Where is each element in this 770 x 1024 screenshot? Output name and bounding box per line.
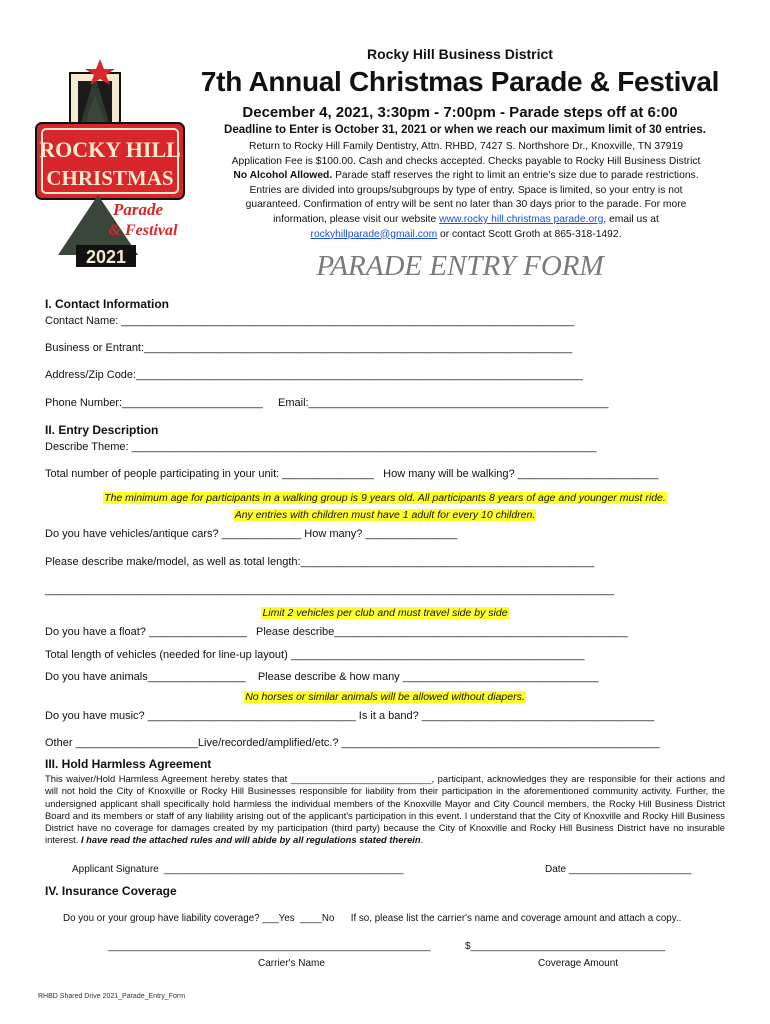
info-text: Parade staff reserves the right to limit an entrie's size due to parade restrictions. xyxy=(332,170,699,182)
form-title: PARADE ENTRY FORM xyxy=(316,250,604,282)
waiver-acknowledgement: I have read the attached rules and will abide by all regulations stated therein xyxy=(80,834,421,846)
total-length-field[interactable]: Total length of vehicles (needed for line-up layout) ________________________________________________ xyxy=(45,649,585,661)
event-dates: December 4, 2021, 3:30pm - 7:00pm - Parade steps off at 6:00 xyxy=(242,104,678,121)
make-model-continued-field[interactable]: _____________________________________________________________________________________________ xyxy=(45,584,614,596)
carrier-name-label: Carrier's Name xyxy=(258,958,325,969)
info-line xyxy=(196,228,736,243)
email-link[interactable]: rockyhillparade@gmail.com xyxy=(310,228,438,240)
info-text: , email us at xyxy=(603,213,659,225)
info-text: or contact Scott Groth at 865-318-1492. xyxy=(437,228,622,240)
signature-date-field[interactable]: Date ______________________ xyxy=(545,864,692,875)
make-model-field[interactable]: Please describe make/model, as well as total length:________________________________________________ xyxy=(45,556,595,568)
event-info xyxy=(196,140,736,242)
vehicle-limit-note xyxy=(45,603,725,621)
organization-name: Rocky Hill Business District xyxy=(367,46,553,62)
info-line xyxy=(196,169,736,184)
animals-note-text: No horses or similar animals will be allowed without diapers. xyxy=(245,691,525,703)
waiver-end: . xyxy=(420,834,424,846)
footer-filename: RHBD Shared Drive 2021_Parade_Entry_Form xyxy=(38,993,186,1000)
business-field[interactable]: Business or Entrant:______________________________________________________________________ xyxy=(45,342,573,354)
info-line: Entries are divided into groups/subgroups by type of entry. Space is limited, so your entry is not xyxy=(249,184,683,196)
logo-text-rocky-hill: ROCKY HILL xyxy=(39,137,181,162)
participants-field[interactable]: Total number of people participating in your unit: _______________ How many will be walking? _______________________ xyxy=(45,468,659,480)
page-title: 7th Annual Christmas Parade & Festival xyxy=(200,66,720,97)
rocky-hill-christmas-logo xyxy=(28,55,198,270)
logo-text-christmas: CHRISTMAS xyxy=(46,166,174,190)
waiver-text xyxy=(45,773,725,847)
insurance-question[interactable]: Do you or your group have liability coverage? ___Yes ____No If so, please list the carrier's name and coverage amount and attach a copy.. xyxy=(63,913,682,924)
age-note xyxy=(45,488,725,506)
no-alcohol-notice: No Alcohol Allowed. xyxy=(233,170,333,182)
theme-field[interactable]: Describe Theme: ____________________________________________________________________________ xyxy=(45,441,597,453)
age-note-2 xyxy=(45,505,725,523)
logo-text-festival: & Festival xyxy=(108,222,178,239)
info-line: guaranteed. Confirmation of entry will be sent no later than 30 days prior to the parade. For more xyxy=(245,199,687,211)
age-note-line: The minimum age for participants in a walking group is 9 years old. All participants 8 years of age and younger must ride. xyxy=(104,492,666,504)
music-field[interactable]: Do you have music? __________________________________ Is it a band? ______________________________________ xyxy=(45,710,655,722)
adult-ratio-note: Any entries with children must have 1 adult for every 10 children. xyxy=(234,509,536,521)
vehicle-limit-text: Limit 2 vehicles per club and must travel side by side xyxy=(262,607,508,619)
carrier-name-field[interactable]: __________________________________________________________ xyxy=(108,941,431,952)
logo-text-parade: Parade xyxy=(112,200,164,219)
float-field[interactable]: Do you have a float? ________________ Please describe________________________________________________ xyxy=(45,626,628,638)
coverage-amount-label: Coverage Amount xyxy=(538,958,619,969)
animals-note xyxy=(45,687,725,705)
logo-text-year: 2021 xyxy=(85,247,127,267)
other-field[interactable]: Other ____________________Live/recorded/amplified/etc.? ____________________________________________________ xyxy=(45,737,660,749)
applicant-signature-field[interactable]: Applicant Signature ___________________________________________ xyxy=(72,864,404,875)
address-field[interactable]: Address/Zip Code:_________________________________________________________________________ xyxy=(45,369,583,381)
section-waiver-heading: III. Hold Harmless Agreement xyxy=(45,757,212,771)
info-line: Return to Rocky Hill Family Dentistry, Attn. RHBD, 7427 S. Northshore Dr., Knoxville, TN 37919 xyxy=(249,141,683,152)
animals-field[interactable]: Do you have animals________________ Please describe & how many ________________________________ xyxy=(45,671,599,683)
contact-name-field[interactable]: Contact Name: __________________________________________________________________________ xyxy=(45,315,575,327)
info-line xyxy=(196,213,736,228)
website-link[interactable]: www.rocky hill christmas parade.org xyxy=(439,213,604,225)
info-line: Application Fee is $100.00. Cash and checks accepted. Checks payable to Rocky Hill Business District xyxy=(231,155,701,167)
section-contact-heading: I. Contact Information xyxy=(45,297,169,311)
info-text: information, please visit our website xyxy=(273,213,440,225)
deadline-notice: Deadline to Enter is October 31, 2021 or when we reach our maximum limit of 30 entries. xyxy=(224,124,706,136)
phone-email-field[interactable]: Phone Number:_______________________ Email:_________________________________________________ xyxy=(45,397,609,409)
coverage-amount-field[interactable]: $___________________________________ xyxy=(465,941,666,952)
section-entry-heading: II. Entry Description xyxy=(45,423,159,437)
vehicles-field[interactable]: Do you have vehicles/antique cars? _____________ How many? _______________ xyxy=(45,528,458,540)
waiver-body: This waiver/Hold Harmless Agreement hereby states that ___________________________, participant, acknowledges they are responsible for their actions and will not hold the City of Knoxville or Rocky Hill Businesses responsible for liability from their participation in the aforementioned community activity. Further, the undersigned applicant shall specifically hold harmless the individual members of the Knoxville Mayor and City Council members, the Rocky Hill Business District Board and its members or staff of any liability arising out of the applicant's participation in this event. I understand that the City of Knoxville and Rocky Hill Business District have no coverage for damages created by my participation (third party) because the City of Knoxville and Rocky Hill Business District have no insurable interest. xyxy=(45,773,725,846)
section-insurance-heading: IV. Insurance Coverage xyxy=(45,884,177,898)
